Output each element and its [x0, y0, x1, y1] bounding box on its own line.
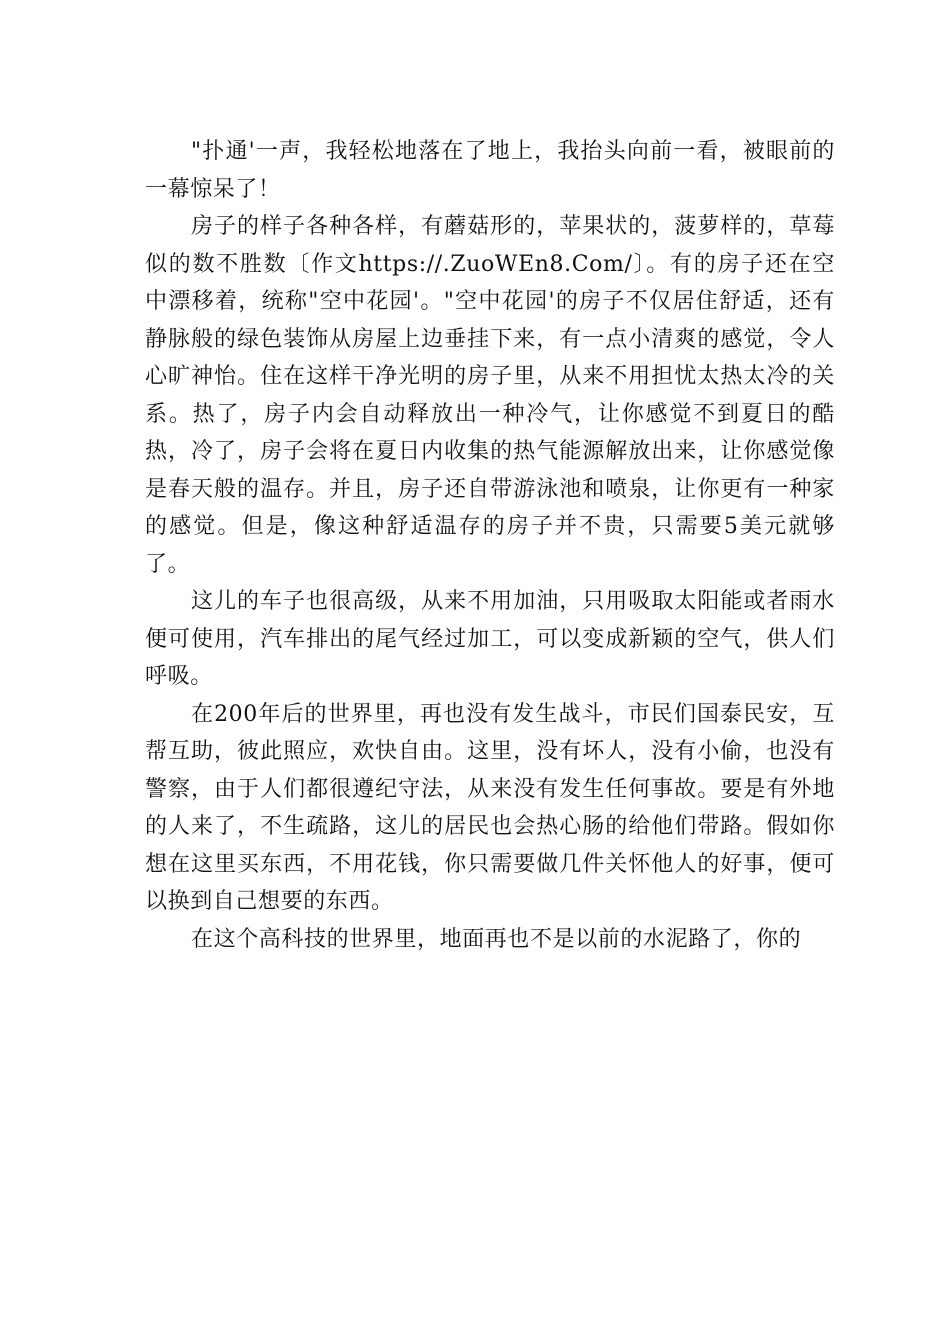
- document-body: [145, 133, 835, 958]
- paragraph-2: 房子的样子各种各样，有蘑菇形的，苹果状的，菠萝样的，草莓似的数不胜数〔作文https://.ZuoWEn8.Com/〕。有的房子还在空中漂移着，统称"空中花园'。"空中花园'的房子不仅居住舒适，还有静脉般的绿色装饰从房屋上边垂挂下来，有一点小清爽的感觉，令人心旷神怡。住在这样干净光明的房子里，从来不用担忧太热太冷的关系。热了，房子内会自动释放出一种冷气，让你感觉不到夏日的酷热，冷了，房子会将在夏日内收集的热气能源解放出来，让你感觉像是春天般的温存。并且，房子还自带游泳池和喷泉，让你更有一种家的感觉。但是，像这种舒适温存的房子并不贵，只需要5美元就够了。: [145, 214, 835, 577]
- paragraph-1: "扑通'一声，我轻松地落在了地上，我抬头向前一看，被眼前的一幕惊呆了！: [145, 139, 835, 202]
- paragraph-3: 这儿的车子也很高级，从来不用加油，只用吸取太阳能或者雨水便可使用，汽车排出的尾气经过加工，可以变成新颖的空气，供人们呼吸。: [145, 589, 835, 689]
- paragraph-5: 在这个高科技的世界里，地面再也不是以前的水泥路了，你的: [191, 926, 802, 952]
- paragraph-4: 在200年后的世界里，再也没有发生战斗，市民们国泰民安，互帮互助，彼此照应，欢快自由。这里，没有坏人，没有小偷，也没有警察，由于人们都很遵纪守法，从来没有发生任何事故。要是有外地的人来了，不生疏路，这儿的居民也会热心肠的给他们带路。假如你想在这里买东西，不用花钱，你只需要做几件关怀他人的好事，便可以换到自己想要的东西。: [145, 701, 835, 914]
